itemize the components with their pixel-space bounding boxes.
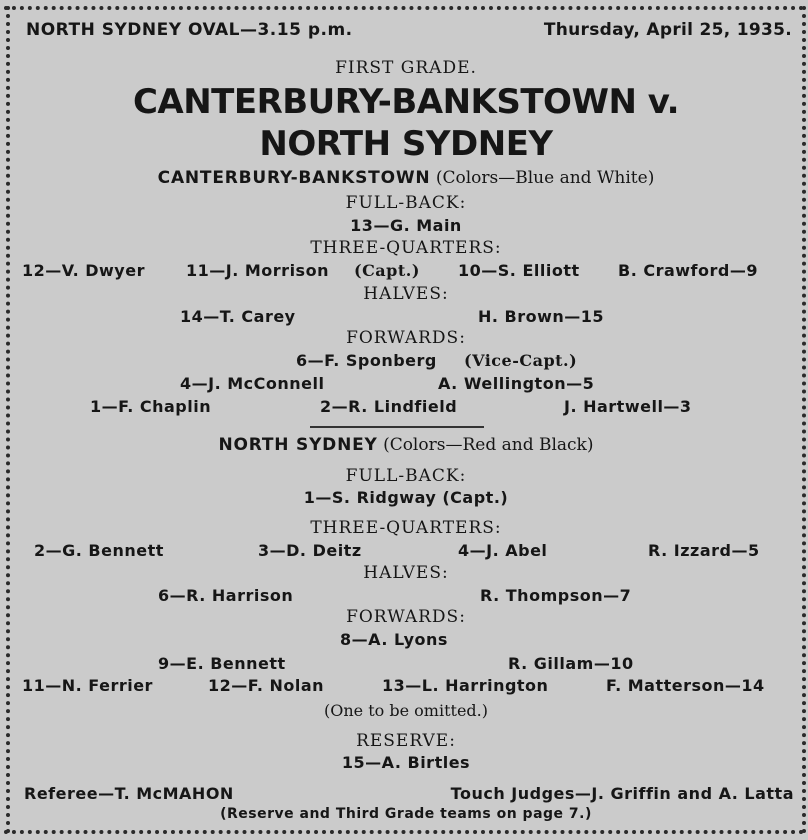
captain-note: (Capt.) — [354, 261, 420, 280]
omitted-note: (One to be omitted.) — [324, 701, 488, 720]
team-divider — [310, 426, 484, 428]
program-content — [14, 0, 798, 840]
player: R. Gillam—10 — [508, 654, 634, 673]
team2-fullback-heading: FULL-BACK: — [345, 466, 467, 486]
team2-threequarters-heading: THREE-QUARTERS: — [310, 518, 502, 538]
player: 12—V. Dwyer — [22, 261, 145, 280]
player: F. Matterson—14 — [606, 676, 765, 695]
player: 3—D. Deitz — [258, 541, 362, 560]
team2-heading — [14, 435, 798, 455]
player: R. Izzard—5 — [648, 541, 760, 560]
player: H. Brown—15 — [478, 307, 605, 326]
player: 8—A. Lyons — [340, 630, 448, 649]
player: 4—J. McConnell — [180, 374, 325, 393]
player: 11—J. Morrison — [186, 261, 329, 280]
touch-judges: Touch Judges—J. Griffin and A. Latta — [450, 784, 794, 803]
footer-note: (Reserve and Third Grade teams on page 7.) — [220, 806, 592, 822]
match-title-line1: CANTERBURY-BANKSTOWN v. — [132, 82, 680, 122]
player: 11—N. Ferrier — [22, 676, 153, 695]
player: 14—T. Carey — [180, 307, 296, 326]
team1-forwards-heading: FORWARDS: — [346, 328, 466, 348]
player: 6—R. Harrison — [158, 586, 294, 605]
player: 13—L. Harrington — [382, 676, 549, 695]
team1-colors: (Colors—Blue and White) — [435, 168, 655, 188]
team2-fullback: 1—S. Ridgway (Capt.) — [303, 488, 509, 507]
team2-forwards-heading: FORWARDS: — [346, 607, 466, 627]
player: 1—F. Chaplin — [90, 397, 212, 416]
grade-label: FIRST GRADE. — [335, 58, 477, 78]
player: 12—F. Nolan — [208, 676, 325, 695]
player: 10—S. Elliott — [458, 261, 580, 280]
player: A. Wellington—5 — [438, 374, 595, 393]
team1-name: CANTERBURY-BANKSTOWN — [157, 168, 431, 188]
team2-colors: (Colors—Red and Black) — [383, 435, 594, 455]
player: 2—G. Bennett — [34, 541, 164, 560]
team1-threequarters-heading: THREE-QUARTERS: — [310, 238, 502, 258]
reserve-player: 15—A. Birtles — [341, 753, 471, 772]
player: R. Thompson—7 — [480, 586, 632, 605]
reserve-heading: RESERVE: — [356, 731, 456, 751]
team1-halves-heading: HALVES: — [363, 284, 449, 304]
match-title-line2: NORTH SYDNEY — [259, 124, 553, 164]
team1-fullback-heading: FULL-BACK: — [345, 193, 467, 213]
vice-captain-note: (Vice-Capt.) — [464, 351, 578, 370]
dotted-border-right — [802, 6, 806, 834]
venue-time: NORTH SYDNEY OVAL—3.15 p.m. — [26, 20, 353, 40]
dotted-border-left — [6, 6, 10, 834]
player: 9—E. Bennett — [158, 654, 286, 673]
player: B. Crawford—9 — [618, 261, 758, 280]
match-date: Thursday, April 25, 1935. — [543, 20, 792, 40]
team1-fullback: 13—G. Main — [350, 216, 462, 235]
player: 2—R. Lindfield — [320, 397, 458, 416]
team2-name: NORTH SYDNEY — [218, 435, 378, 455]
player: J. Hartwell—3 — [564, 397, 692, 416]
team2-halves-heading: HALVES: — [363, 563, 449, 583]
team1-heading — [14, 168, 798, 188]
player: 6—F. Sponberg — [296, 351, 437, 370]
referee: Referee—T. McMAHON — [24, 784, 234, 803]
player: 4—J. Abel — [458, 541, 548, 560]
